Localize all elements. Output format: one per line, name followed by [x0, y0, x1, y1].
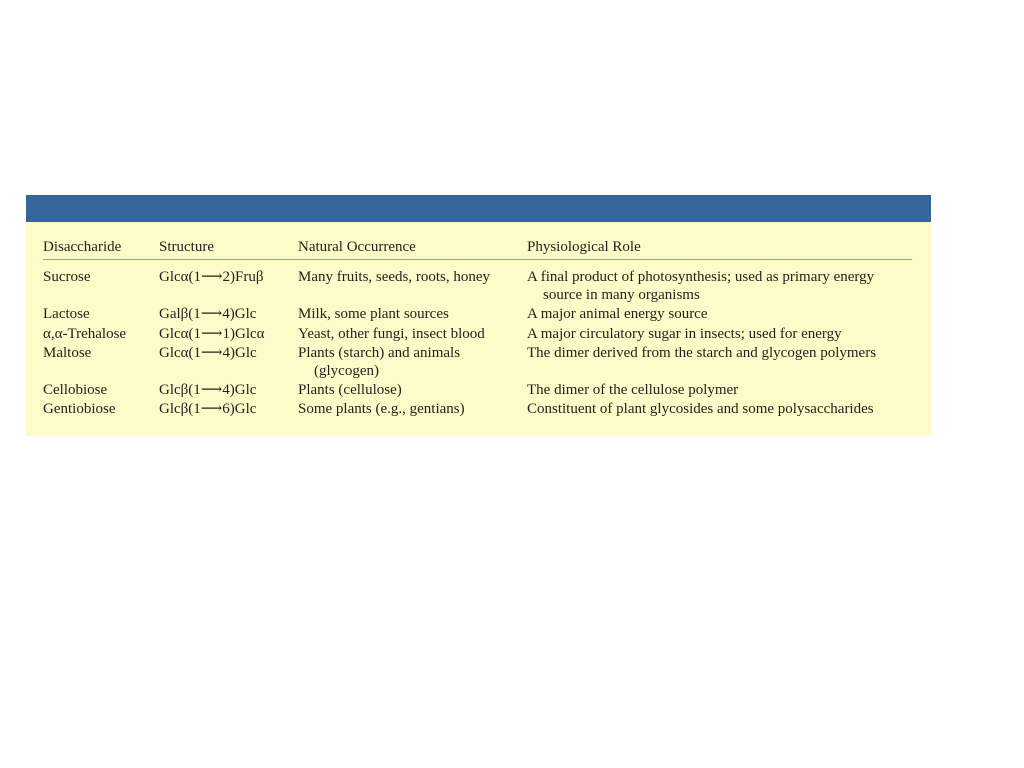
column-header-occurrence: Natural Occurrence — [298, 239, 416, 255]
cell-role: A major animal energy source — [527, 306, 708, 322]
cell-disaccharide: Lactose — [43, 306, 90, 322]
table-body — [26, 222, 931, 436]
cell-structure: Glcβ(1⟶6)Glc — [159, 401, 257, 417]
table-header-bar — [26, 195, 931, 222]
cell-structure: Glcα(1⟶4)Glc — [159, 345, 257, 361]
cell-disaccharide: Gentiobiose — [43, 401, 116, 417]
cell-disaccharide: α,α-Trehalose — [43, 326, 127, 342]
column-header-disaccharide: Disaccharide — [43, 239, 122, 255]
cell-role-continued: source in many organisms — [543, 287, 700, 303]
cell-occurrence: Plants (cellulose) — [298, 382, 402, 398]
cell-disaccharide: Maltose — [43, 345, 92, 361]
cell-occurrence: Milk, some plant sources — [298, 306, 449, 322]
cell-occurrence: Many fruits, seeds, roots, honey — [298, 269, 491, 285]
cell-occurrence: Plants (starch) and animals — [298, 345, 461, 361]
cell-role: A final product of photosynthesis; used as primary energy — [527, 269, 875, 285]
cell-structure: Glcα(1⟶1)Glcα — [159, 326, 265, 342]
column-header-role: Physiological Role — [527, 239, 641, 255]
cell-role: The dimer derived from the starch and glycogen polymers — [527, 345, 877, 361]
cell-occurrence: Some plants (e.g., gentians) — [298, 401, 465, 417]
cell-structure: Glcβ(1⟶4)Glc — [159, 382, 257, 398]
cell-role: Constituent of plant glycosides and some polysaccharides — [527, 401, 874, 417]
header-rule — [43, 259, 912, 260]
cell-role: A major circulatory sugar in insects; used for energy — [527, 326, 842, 342]
cell-role: The dimer of the cellulose polymer — [527, 382, 739, 398]
disaccharide-table — [26, 195, 931, 436]
cell-disaccharide: Cellobiose — [43, 382, 108, 398]
cell-structure: Glcα(1⟶2)Fruβ — [159, 269, 264, 285]
cell-structure: Galβ(1⟶4)Glc — [159, 306, 257, 322]
column-header-structure: Structure — [159, 239, 214, 255]
cell-occurrence-continued: (glycogen) — [314, 363, 379, 379]
cell-disaccharide: Sucrose — [43, 269, 91, 285]
cell-occurrence: Yeast, other fungi, insect blood — [298, 326, 485, 342]
